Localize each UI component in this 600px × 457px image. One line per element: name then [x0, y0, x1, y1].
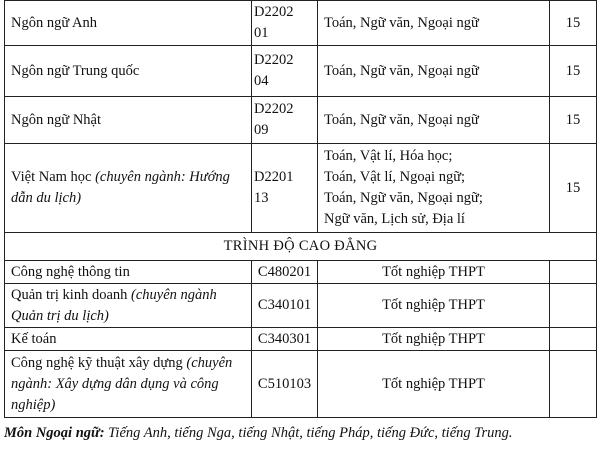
- subject-combo: Toán, Vật lí, Hóa học;: [324, 148, 453, 164]
- subject-combos: [318, 144, 550, 233]
- quota: 15: [550, 46, 597, 97]
- major-note: (chuyên ngành: Hướng dẫn du lịch): [11, 169, 230, 206]
- subject-combo: Toán, Ngữ văn, Ngoại ngữ: [318, 1, 550, 46]
- footnote: [4, 425, 513, 442]
- footnote-text: Tiếng Anh, tiếng Nga, tiếng Nhật, tiếng Pháp, tiếng Đức, tiếng Trung.: [104, 425, 513, 441]
- major-code: D220204: [252, 46, 318, 97]
- quota-empty: [550, 328, 597, 351]
- section-title: TRÌNH ĐỘ CAO ĐẲNG: [5, 233, 597, 261]
- quota-empty: [550, 351, 597, 418]
- table-row: [5, 144, 597, 233]
- quota-empty: [550, 284, 597, 328]
- table-row: [5, 46, 597, 97]
- requirement: Tốt nghiệp THPT: [318, 284, 550, 328]
- major-code: C340301: [252, 328, 318, 351]
- major-note: (chuyên ngành Quản trị du lịch): [11, 286, 217, 324]
- subject-combo: Toán, Ngữ văn, Ngoại ngữ: [318, 46, 550, 97]
- quota: 15: [550, 97, 597, 144]
- major-name: Việt Nam học: [11, 169, 92, 185]
- major-name: Ngôn ngữ Trung quốc: [5, 46, 252, 97]
- table-row: [5, 328, 597, 351]
- major-name: Ngôn ngữ Nhật: [5, 97, 252, 144]
- requirement: Tốt nghiệp THPT: [318, 261, 550, 284]
- major-name: Ngôn ngữ Anh: [5, 1, 252, 46]
- major-name-cell: [5, 144, 252, 233]
- major-name-cell: [5, 351, 252, 418]
- section-heading-row: [5, 233, 597, 261]
- major-code: C340101: [252, 284, 318, 328]
- requirement: Tốt nghiệp THPT: [318, 328, 550, 351]
- major-code: D220201: [252, 1, 318, 46]
- subject-combo: Toán, Ngữ văn, Ngoại ngữ: [318, 97, 550, 144]
- table-row: [5, 1, 597, 46]
- major-name: Công nghệ thông tin: [5, 261, 252, 284]
- table-row: [5, 351, 597, 418]
- major-name: Công nghệ kỹ thuật xây dựng: [11, 354, 183, 371]
- major-note: (chuyên ngành: Xây dựng dân dụng và công nghiệp): [11, 354, 233, 413]
- quota: 15: [550, 1, 597, 46]
- major-code: D220209: [252, 97, 318, 144]
- major-code: C480201: [252, 261, 318, 284]
- major-name: Kế toán: [5, 328, 252, 351]
- admission-table: [4, 0, 597, 418]
- subject-combo: Ngữ văn, Lịch sử, Địa lí: [324, 211, 465, 227]
- major-name: Quản trị kinh doanh: [11, 286, 128, 303]
- quota-empty: [550, 261, 597, 284]
- major-code: C510103: [252, 351, 318, 418]
- requirement: Tốt nghiệp THPT: [318, 351, 550, 418]
- footnote-label: Môn Ngoại ngữ:: [4, 425, 105, 441]
- major-name-cell: [5, 284, 252, 328]
- table-row: [5, 261, 597, 284]
- subject-combo: Toán, Vật lí, Ngoại ngữ;: [324, 169, 466, 185]
- subject-combo: Toán, Ngữ văn, Ngoại ngữ;: [324, 190, 483, 206]
- table-row: [5, 97, 597, 144]
- table-row: [5, 284, 597, 328]
- quota: 15: [550, 144, 597, 233]
- major-code: D220113: [252, 144, 318, 233]
